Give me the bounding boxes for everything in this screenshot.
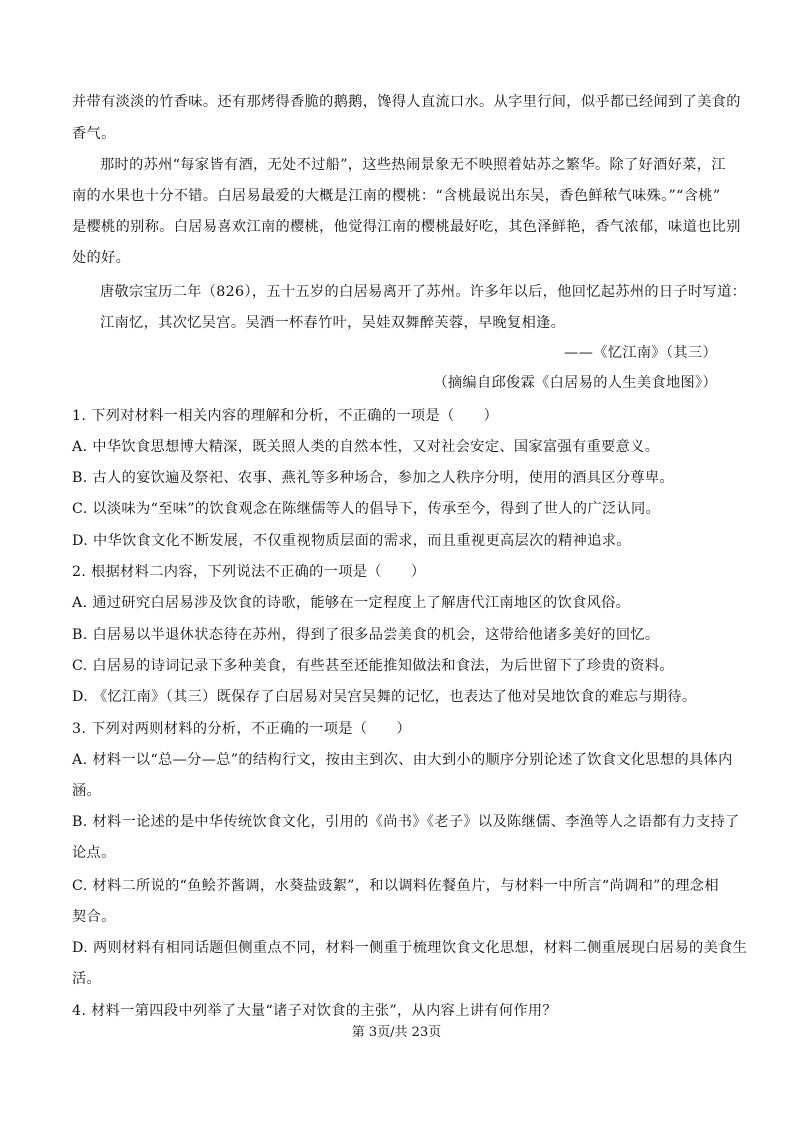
question-2-stem: 2. 根据材料二内容，下列说法不正确的一项是（ ） (72, 564, 426, 580)
question-3-option-b: B. 材料一论述的是中华传统饮食文化，引用的《尚书》《老子》以及陈继儒、李渔等人之语都有力支持了 (72, 814, 740, 830)
question-1-stem: 1. 下列对材料一相关内容的理解和分析，不正确的一项是（ ） (72, 408, 499, 424)
question-3-option-c-cont: 契合。 (72, 909, 116, 925)
question-3-option-a-cont: 涵。 (72, 783, 102, 799)
poem-line: 江南忆，其次忆吴宫。吴酒一杯春竹叶，吴娃双舞醉芙蓉，早晚复相逢。 (100, 315, 566, 331)
passage-line: 那时的苏州“每家皆有酒，无处不过船”，这些热闹景象无不映照着姑苏之繁华。除了好酒好菜，江 (100, 157, 726, 173)
excerpt-note: （摘编自邱俊霖《白居易的人生美食地图》） (433, 375, 717, 391)
passage-line: 并带有淡淡的竹香味。还有那烤得香脆的鹅鹅，馋得人直流口水。从字里行间，似乎都已经闻到了美食的 (72, 94, 741, 110)
passage-line: 唐敬宗宝历二年（826），五十五岁的白居易离开了苏州。许多年以后，他回忆起苏州的日子时写道： (100, 284, 747, 300)
question-3-stem: 3. 下列对两则材料的分析，不正确的一项是（ ） (72, 721, 411, 737)
question-3-option-d: D. 两则材料有相同话题但侧重点不同，材料一侧重于梳理饮食文化思想，材料二侧重展现白居易的美食生 (72, 940, 748, 956)
question-1-option-c: C. 以淡味为“至味”的饮食观念在陈继儒等人的倡导下，传承至今，得到了世人的广泛认同。 (72, 501, 661, 517)
passage-line: 南的水果也十分不错。白居易最爱的大概是江南的樱桃：“含桃最说出东吴，香色鲜秾气味殊。”“含桃” (72, 188, 721, 204)
question-4-stem: 4. 材料一第四段中列举了大量“诸子对饮食的主张”，从内容上讲有何作用？ (72, 1003, 557, 1019)
question-3-option-b-cont: 论点。 (72, 845, 116, 861)
question-2-option-a: A. 通过研究白居易涉及饮食的诗歌，能够在一定程度上了解唐代江南地区的饮食风俗。 (72, 595, 631, 611)
question-3-option-c: C. 材料二所说的“鱼鲙芥酱调，水葵盐豉絮”，和以调料佐餐鱼片，与材料一中所言“尚调和”的理念相 (72, 878, 719, 894)
question-2-option-b: B. 白居易以半退休状态待在苏州，得到了很多品尝美食的机会，这带给他诸多美好的回忆。 (72, 627, 660, 643)
passage-line: 处的好。 (72, 250, 131, 266)
question-3-option-a: A. 材料一以“总—分—总”的结构行文，按由主到次、由大到小的顺序分别论述了饮食文化思想的具体内 (72, 752, 733, 768)
question-2-option-d: D. 《忆江南》（其三）既保存了白居易对吴宫吴舞的记忆，也表达了他对吴地饮食的难忘与期待。 (72, 689, 697, 705)
question-1-option-d: D. 中华饮食文化不断发展，不仅重视物质层面的需求，而且重视更高层次的精神追求。 (72, 533, 631, 549)
question-2-option-c: C. 白居易的诗词记录下多种美食，有些甚至还能推知做法和食法，为后世留下了珍贵的资料。 (72, 658, 674, 674)
question-3-option-d-cont: 活。 (72, 971, 102, 987)
passage-line: 香气。 (72, 126, 116, 142)
poem-source: ——《忆江南》（其三） (564, 345, 717, 361)
question-1-option-b: B. 古人的宴饮遍及祭祀、农事、燕礼等多种场合，参加之人秩序分明，使用的酒具区分尊卑。 (72, 470, 674, 486)
passage-line: 是樱桃的别称。白居易喜欢江南的樱桃，他觉得江南的樱桃最好吃，其色泽鲜艳，香气浓郁，味道也比别 (72, 219, 741, 235)
page-footer: 第 3页/共 23页 (351, 1025, 442, 1040)
question-1-option-a: A. 中华饮食思想博大精深，既关照人类的自然本性，又对社会安定、国家富强有重要意义。 (72, 439, 660, 455)
